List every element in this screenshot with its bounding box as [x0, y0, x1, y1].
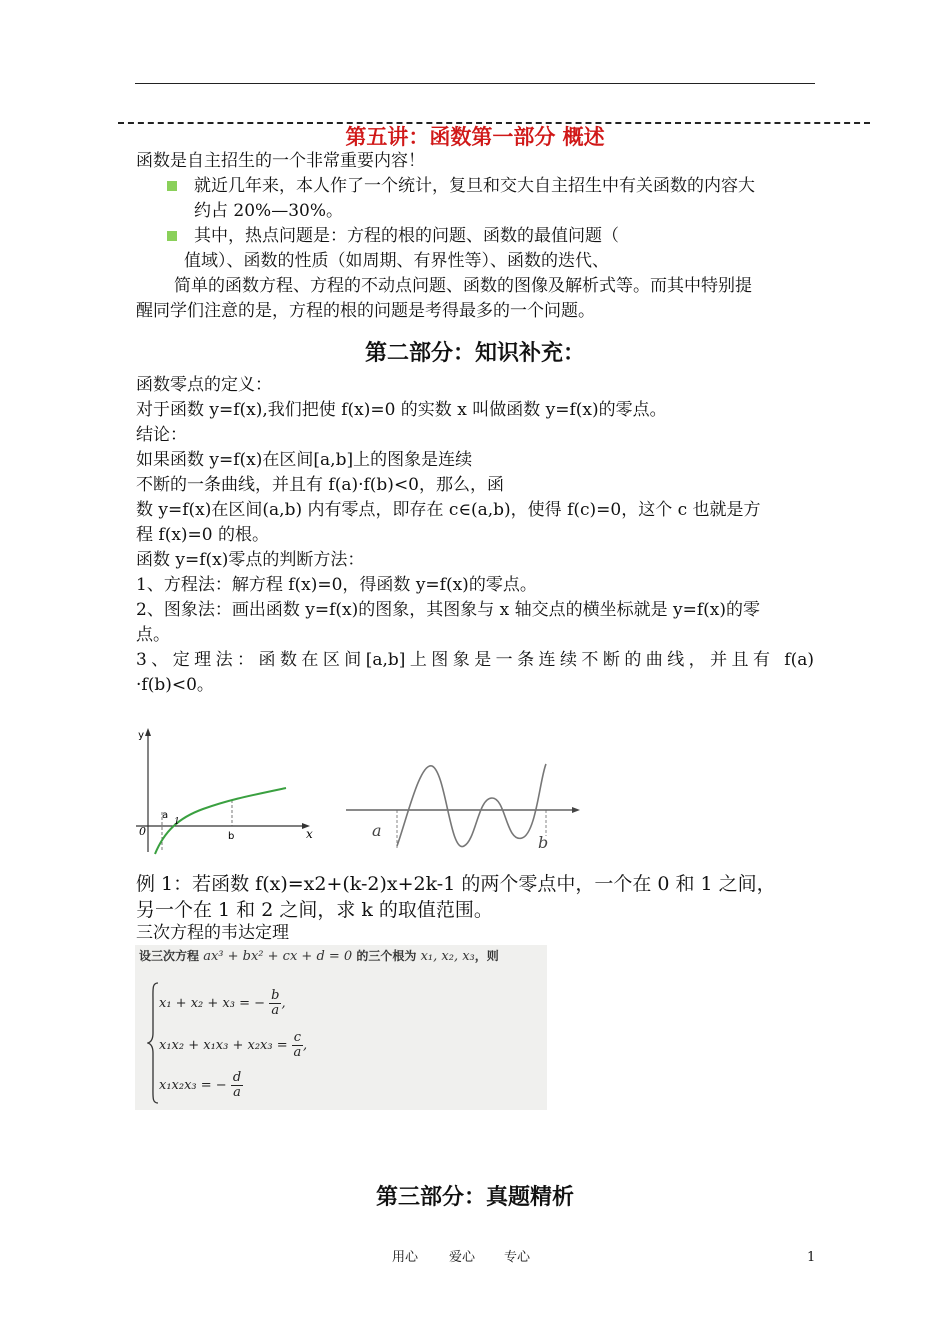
zero-point-graph	[128, 722, 328, 862]
section2-heading: 第二部分：知识补充：	[364, 341, 585, 366]
bullet-square-icon	[167, 231, 177, 241]
example-text: 例 1：若函数 f(x)=x2+(k-2)x+2k-1 的两个零点中，一个在 0 和 1 之间，	[136, 873, 776, 895]
x-axis-arrow-icon	[572, 807, 580, 813]
x-label: x	[306, 827, 313, 841]
vieta-eq2: x₁x₂ + x₁x₃ + x₂x₃ = $\frac{c}{a}$ ,	[159, 1030, 308, 1060]
a-label: a	[162, 810, 169, 821]
oscillating-curve	[397, 764, 546, 847]
text-line: 数 y=f(x)在区间(a,b) 内有零点，即存在 c∈(a,b)，使得 f(c)=0，这个 c 也就是方	[136, 500, 761, 520]
text-line: 1、方程法：解方程 f(x)=0，得函数 y=f(x)的零点。	[136, 575, 537, 595]
text-line: 如果函数 y=f(x)在区间[a,b]上的图象是连续	[136, 450, 473, 470]
text-line: 2、图象法：画出函数 y=f(x)的图象，其图象与 x 轴交点的横坐标就是 y=f(x)的零	[136, 600, 761, 620]
b-label: b	[538, 833, 549, 852]
intro-line: 函数是自主招生的一个非常重要内容！	[136, 151, 425, 171]
text-line: 函数 y=f(x)零点的判断方法：	[136, 550, 365, 570]
b-label: b	[228, 831, 235, 842]
oscillation-graph	[342, 758, 584, 858]
example-text-cont: 另一个在 1 和 2 之间，求 k 的取值范围。	[136, 899, 493, 921]
intro-paragraph: 简单的函数方程、方程的不动点问题、函数的图像及解析式等。而其中特别提	[174, 276, 752, 296]
text-line: 不断的一条曲线，并且有 f(a)·f(b)<0，那么，函	[136, 475, 504, 495]
bullet1-text-cont: 约占 20%—30%。	[194, 201, 343, 221]
lecture-title: 第五讲：函数第一部分 概述	[0, 124, 950, 150]
text-line: 点。	[136, 625, 170, 645]
vieta-intro: 设三次方程 ax³ + bx² + cx + d = 0 的三个根为 x₁, x₂, x₃，则	[139, 949, 499, 964]
vieta-formula-image	[135, 945, 547, 1110]
origin-label: 0	[139, 825, 146, 838]
page-number: 1	[807, 1250, 816, 1265]
vieta-heading: 三次方程的韦达定理	[136, 923, 289, 943]
intro-paragraph-cont: 醒同学们注意的是，方程的根的问题是考得最多的一个问题。	[136, 301, 595, 321]
footer-text: 爱心	[449, 1250, 476, 1265]
one-label: 1	[174, 817, 180, 827]
bullet2-text-cont: 值域）、函数的性质（如周期、有界性等）、函数的迭代、	[184, 251, 609, 271]
y-axis-arrow-icon	[145, 728, 151, 736]
text-line: 结论：	[136, 425, 187, 445]
y-label: y	[138, 730, 144, 741]
a-label: a	[372, 821, 382, 840]
text-line: 程 f(x)=0 的根。	[136, 525, 270, 545]
bullet1-text: 就近几年来，本人作了一个统计，复旦和交大自主招生中有关函数的内容大	[194, 176, 755, 196]
vieta-eq1: x₁ + x₂ + x₃ = − $\frac{b}{a}$ ,	[159, 988, 286, 1018]
section3-heading: 第三部分：真题精析	[375, 1185, 574, 1210]
vieta-eq3: x₁x₂x₃ = − $\frac{d}{a}$	[159, 1070, 242, 1100]
text-line: 对于函数 y=f(x),我们把使 f(x)=0 的实数 x 叫做函数 y=f(x)的零点。	[136, 400, 667, 420]
footer-text: 专心	[504, 1250, 531, 1265]
header-rule	[135, 83, 815, 84]
text-line: 函数零点的定义：	[136, 375, 272, 395]
bullet2-text: 其中，热点问题是：方程的根的问题、函数的最值问题（	[194, 226, 619, 246]
footer-text: 用心	[392, 1250, 419, 1265]
bullet-square-icon	[167, 181, 177, 191]
text-line: ·f(b)<0。	[136, 675, 214, 695]
text-line: 3、定理法：函数在区间[a,b]上图象是一条连续不断的曲线，并且有 f(a)	[136, 650, 814, 670]
